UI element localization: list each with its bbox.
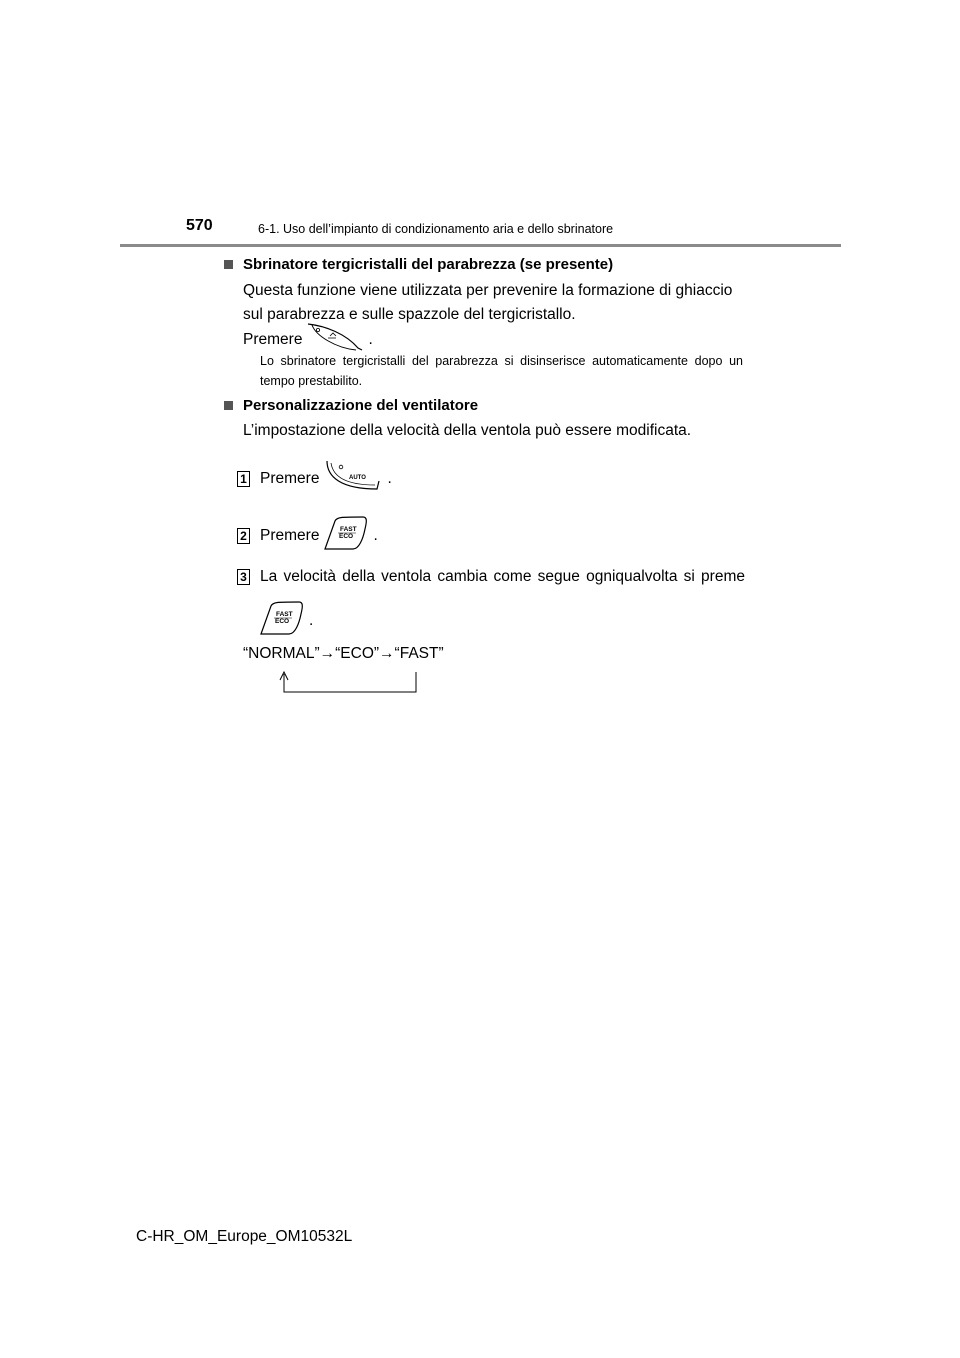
section-heading-text: Personalizzazione del ventilatore: [243, 397, 479, 414]
fast-label: FAST: [276, 611, 293, 618]
auto-off-note: Lo sbrinatore tergicristalli del parabrezza si disinserisce automaticamente dopo un tempo prestabilito.: [260, 354, 743, 388]
square-bullet-icon: [224, 260, 233, 269]
fast-label: FAST: [340, 526, 358, 533]
header-divider: [120, 244, 841, 247]
step-text: La velocità della ventola cambia come segue ogniqualvolta si preme: [260, 568, 745, 585]
section-heading-fan-custom: [224, 397, 478, 414]
step-1: [237, 459, 392, 498]
step-3: [237, 568, 745, 586]
section-heading-text: Sbrinatore tergicristalli del parabrezza (se presente): [243, 256, 614, 273]
fast-eco-button-icon: [323, 515, 369, 556]
eco-label: ECO: [339, 533, 354, 540]
step-number: 2: [237, 528, 250, 544]
step-number: 1: [237, 471, 250, 487]
step-text: Premere: [260, 469, 320, 487]
step-number: 3: [237, 569, 250, 585]
fan-speed-cycle: “NORMAL”→“ECO”→“FAST”: [243, 645, 444, 662]
section-body: Questa funzione viene utilizzata per prevenire la formazione di ghiaccio sul parabrezza e sulle spazzole del tergicristallo.: [243, 282, 733, 323]
period: .: [387, 469, 392, 487]
period: .: [373, 526, 378, 544]
square-bullet-icon: [224, 401, 233, 410]
auto-button-icon: [323, 459, 383, 498]
section-heading-wiper-deicer: [224, 256, 613, 273]
step-text: Premere: [260, 526, 320, 544]
auto-button-label: AUTO: [349, 475, 367, 481]
fast-eco-continuation: [255, 600, 313, 641]
document-id: C-HR_OM_Europe_OM10532L: [136, 1228, 353, 1245]
period: .: [368, 330, 373, 348]
cycle-return-arrow-icon: [278, 670, 420, 701]
section-body: L’impostazione della velocità della ventola può essere modificata.: [243, 422, 692, 439]
eco-label: ECO: [275, 618, 290, 625]
press-label: Premere: [243, 330, 303, 348]
step-2: [237, 515, 378, 556]
fast-eco-button-icon: [259, 600, 305, 641]
period: .: [309, 611, 314, 629]
page-number: 570: [186, 217, 213, 234]
chapter-title: 6-1. Uso dell’impianto di condizionamento aria e dello sbrinatore: [258, 222, 614, 236]
